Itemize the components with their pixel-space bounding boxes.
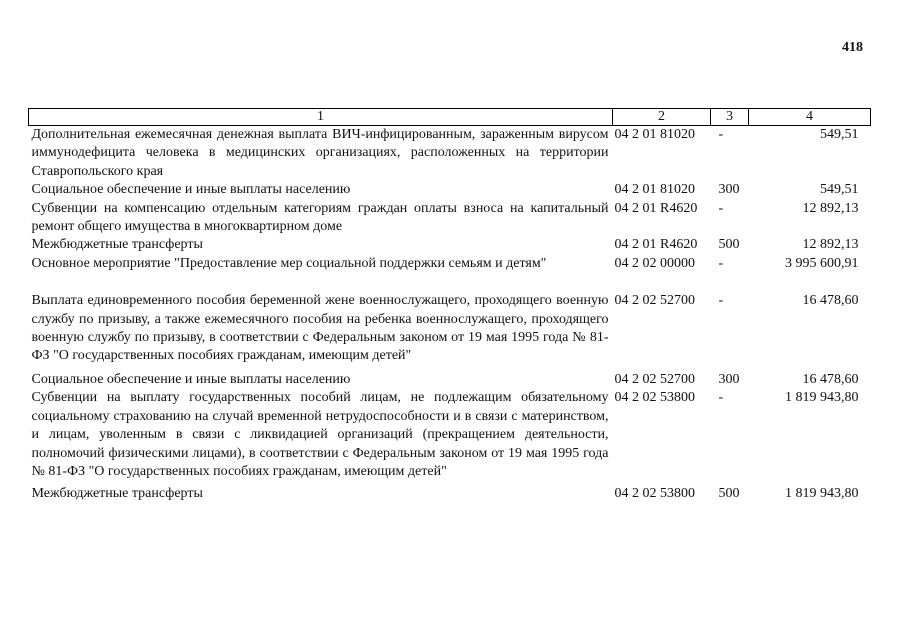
- row-name: Социальное обеспечение и иные выплаты населению: [31, 371, 351, 387]
- row-type: 300: [718, 182, 740, 198]
- row-name: Социальное обеспечение и иные выплаты населению: [31, 182, 351, 198]
- row-amount: 1 819 943,80: [785, 486, 859, 502]
- row-name: Субвенции на компенсацию отдельным категориям граждан оплаты взноса на капитальный ремонт общего имущества в многоквартирном доме: [31, 200, 609, 235]
- row-type: -: [718, 293, 724, 309]
- row-name: Дополнительная ежемесячная денежная выплата ВИЧ-инфицированным, зараженным вирусом иммунодефицита человека в медицинских организациях, расположенных на территории Ставропольского края: [31, 127, 609, 179]
- table-row: [29, 126, 871, 182]
- row-type: 500: [718, 237, 740, 253]
- row-code: 04 2 02 53800: [614, 390, 695, 406]
- row-code: 04 2 01 R4620: [614, 200, 698, 216]
- table-header-row: [29, 109, 871, 126]
- row-type: -: [718, 127, 724, 142]
- column-header-1: 1: [29, 109, 613, 126]
- row-amount: 16 478,60: [802, 293, 859, 309]
- column-header-2: 2: [613, 109, 711, 126]
- row-amount: 549,51: [820, 182, 859, 198]
- table-row: [29, 273, 871, 366]
- row-amount: 1 819 943,80: [785, 390, 859, 406]
- row-name: Выплата единовременного пособия беременной жене военнослужащего, проходящего военную службу по призыву, а также ежемесячного пособия на ребенка военнослужащего, проходящего военную службу по призыву, в соответствии с Федеральным законом от 19 мая 1995 года № 81-ФЗ "О государственных пособиях гражданам, имеющим детей": [31, 293, 609, 364]
- table-row: [29, 366, 871, 389]
- row-amount: 12 892,13: [802, 237, 859, 253]
- row-type: -: [718, 390, 724, 406]
- row-name: Субвенции на выплату государственных пособий лицам, не подлежащим обязательному социальному страхованию на случай временной нетрудоспособности и в связи с материнством, и лицам, уволенным в связи с ликвидацией организаций (прекращением деятельности, полномочий физическими лицами), в соответствии с Федеральным законом от 19 мая 1995 года № 81-ФЗ "О государственных пособиях гражданам, имеющим детей": [31, 390, 609, 479]
- table-row: [29, 236, 871, 254]
- row-name: Межбюджетные трансферты: [31, 237, 203, 253]
- row-type: -: [718, 255, 724, 271]
- table-row: [29, 481, 871, 503]
- page-number: 418: [842, 40, 863, 55]
- row-code: 04 2 01 R4620: [614, 237, 698, 253]
- row-code: 04 2 02 53800: [614, 486, 695, 502]
- row-type: 300: [718, 371, 740, 387]
- row-code: 04 2 02 00000: [614, 255, 695, 271]
- row-amount: 16 478,60: [802, 371, 859, 387]
- row-name: Межбюджетные трансферты: [31, 486, 203, 502]
- row-type: -: [718, 200, 724, 216]
- column-header-3: 3: [711, 109, 749, 126]
- row-code: 04 2 02 52700: [614, 293, 695, 309]
- budget-table: [28, 108, 871, 504]
- row-type: 500: [718, 486, 740, 502]
- row-code: 04 2 01 81020: [614, 182, 695, 198]
- table-row: [29, 200, 871, 237]
- row-amount: 549,51: [820, 127, 859, 142]
- column-header-4: 4: [749, 109, 871, 126]
- table-row: [29, 181, 871, 199]
- row-code: 04 2 01 81020: [614, 127, 695, 142]
- row-amount: 3 995 600,91: [785, 255, 859, 271]
- row-name: Основное мероприятие "Предоставление мер социальной поддержки семьям и детям": [31, 255, 547, 271]
- table-row: [29, 255, 871, 273]
- row-amount: 12 892,13: [802, 200, 859, 216]
- row-code: 04 2 02 52700: [614, 371, 695, 387]
- table-row: [29, 389, 871, 481]
